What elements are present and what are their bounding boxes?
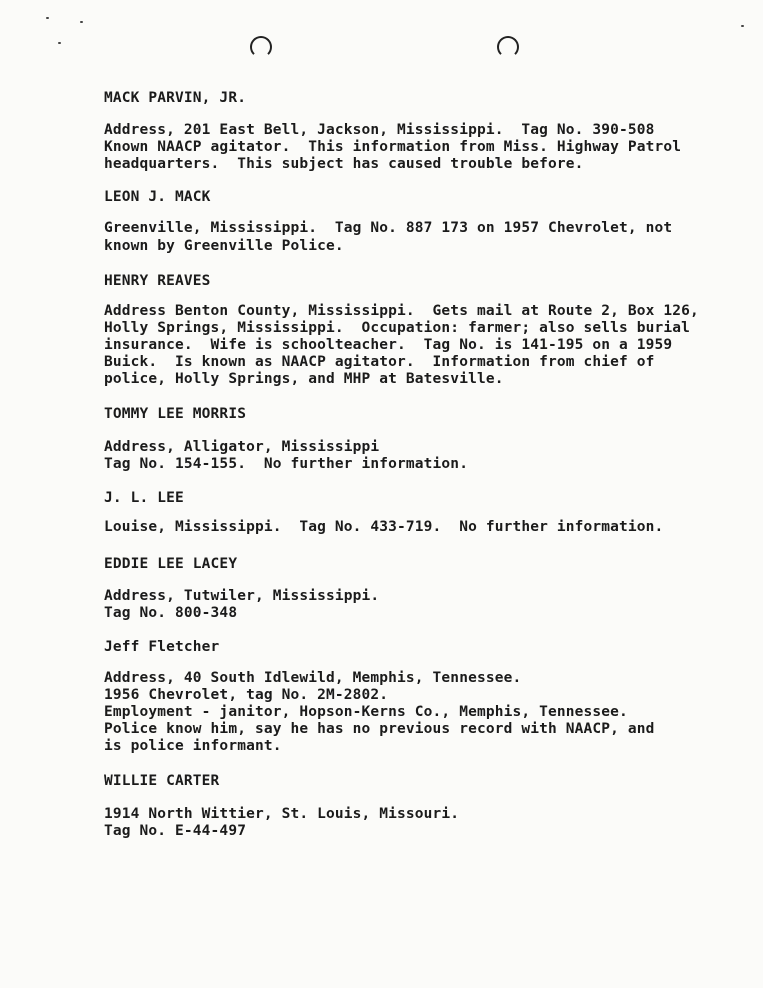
scan-speck (46, 17, 49, 19)
scan-speck (80, 21, 83, 23)
record-line: Police know him, say he has no previous record with NAACP, and (104, 721, 655, 737)
record-line: headquarters. This subject has caused trouble before. (104, 156, 584, 172)
record-name: MACK PARVIN, JR. (104, 90, 247, 106)
record-line: insurance. Wife is schoolteacher. Tag No. is 141-195 on a 1959 (104, 337, 673, 353)
record-name: J. L. LEE (104, 490, 184, 506)
record-line: 1956 Chevrolet, tag No. 2M-2802. (104, 687, 389, 703)
record-line: Address, 40 South Idlewild, Memphis, Tennessee. (104, 670, 522, 686)
record-line: Louise, Mississippi. Tag No. 433-719. No further information. (104, 519, 664, 535)
record-name: TOMMY LEE MORRIS (104, 406, 247, 422)
record-name: WILLIE CARTER (104, 773, 220, 789)
record-line: Employment - janitor, Hopson-Kerns Co., Memphis, Tennessee. (104, 704, 628, 720)
record-line: Known NAACP agitator. This information from Miss. Highway Patrol (104, 139, 682, 155)
record-line: is police informant. (104, 738, 282, 754)
scan-speck (58, 42, 61, 44)
record-line: Address, Tutwiler, Mississippi. (104, 588, 380, 604)
punch-hole-mark (250, 36, 272, 58)
record-line: 1914 North Wittier, St. Louis, Missouri. (104, 806, 460, 822)
record-line: Greenville, Mississippi. Tag No. 887 173 on 1957 Chevrolet, not (104, 220, 673, 236)
record-line: police, Holly Springs, and MHP at Batesville. (104, 371, 504, 387)
record-name: HENRY REAVES (104, 273, 211, 289)
record-line: Address, Alligator, Mississippi (104, 439, 380, 455)
record-line: Tag No. 154-155. No further information. (104, 456, 469, 472)
punch-hole-mark (497, 36, 519, 58)
record-name: Jeff Fletcher (104, 639, 220, 655)
record-line: known by Greenville Police. (104, 238, 344, 254)
record-line: Tag No. 800-348 (104, 605, 238, 621)
scan-speck (741, 25, 744, 27)
record-line: Holly Springs, Mississippi. Occupation: farmer; also sells burial (104, 320, 691, 336)
record-line: Buick. Is known as NAACP agitator. Information from chief of (104, 354, 655, 370)
record-name: LEON J. MACK (104, 189, 211, 205)
record-line: Tag No. E-44-497 (104, 823, 247, 839)
record-line: Address Benton County, Mississippi. Gets mail at Route 2, Box 126, (104, 303, 699, 319)
record-line: Address, 201 East Bell, Jackson, Mississippi. Tag No. 390-508 (104, 122, 655, 138)
record-name: EDDIE LEE LACEY (104, 556, 238, 572)
